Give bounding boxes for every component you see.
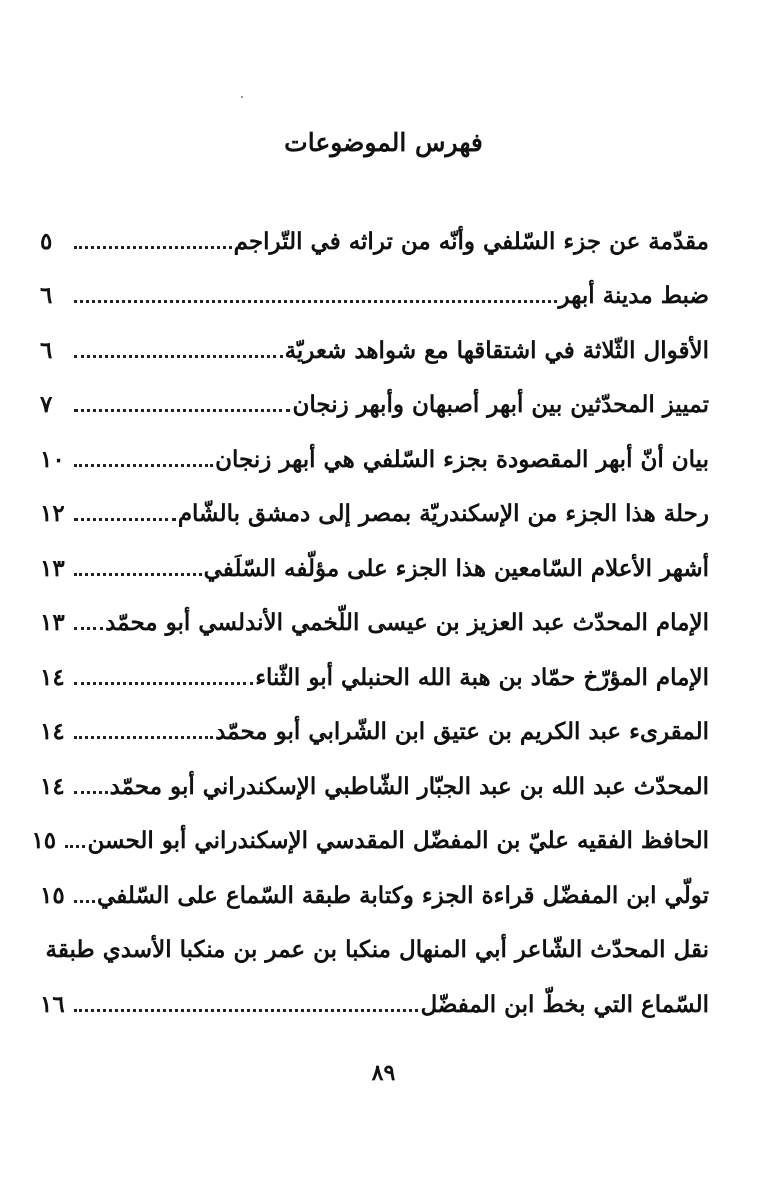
toc-entry-text: الإمام المحدّث عبد العزيز بن عيسى اللّخمي الأندلسي أبو محمّد <box>105 609 709 637</box>
toc-entry-text: نقل المحدّث الشّاعر أبي المنهال منكبا بن عمر بن منكبا الأسدي طبقة <box>45 936 709 964</box>
toc-entry-text: رحلة هذا الجزء من الإسكندريّة بمصر إلى دمشق بالشّام <box>177 500 709 528</box>
toc-entry <box>40 868 709 923</box>
toc-entry-text: المحدّث عبد الله بن عبد الجبّار الشّاطبي الإسكندراني أبو محمّد <box>109 772 709 800</box>
dot-leader <box>74 409 290 412</box>
toc-entry-text: الإمام المؤرّخ حمّاد بن هبة الله الحنبلي أبو الثّناء <box>255 663 709 691</box>
toc-entry-text: أشهر الأعلام السّامعين هذا الجزء على مؤلّفه السّلَفي <box>203 554 709 582</box>
toc-entry-page: ٦ <box>40 282 53 310</box>
page-title: فهرس الموضوعات <box>284 128 483 157</box>
dot-leader <box>74 682 253 685</box>
toc-entry <box>40 432 709 487</box>
toc-entry-page: ١٤ <box>40 772 65 800</box>
toc-entry-page: ١٥ <box>40 881 65 909</box>
toc-entry <box>40 487 709 542</box>
toc-entry <box>40 269 709 324</box>
toc-entry-page: ٦ <box>40 336 53 364</box>
dot-leader <box>74 300 557 303</box>
toc-entry-page: ٧ <box>40 391 53 419</box>
toc-entry-page: ٥ <box>40 227 53 255</box>
toc-entry-page: ١٣ <box>40 554 65 582</box>
toc-entry-page: ١٦ <box>40 990 65 1018</box>
dot-leader <box>74 1009 418 1012</box>
toc-entry <box>40 541 709 596</box>
toc-entry-page: ١٤ <box>40 718 65 746</box>
dot-leader <box>74 518 176 521</box>
toc-entry-page: ١٢ <box>40 500 65 528</box>
toc-entry-wrapped <box>40 923 709 978</box>
dot-leader <box>74 464 213 467</box>
toc-entry-text: المقرىء عبد الكريم بن عتيق ابن الشّرابي أبو محمّد <box>215 718 709 746</box>
toc-entry-text: الحافظ الفقيه عليّ بن المفضّل المقدسي الإسكندراني أبو الحسن <box>87 827 709 855</box>
toc-entry-text: بيان أنّ أبهر المقصودة بجزء السّلفي هي أبهر زنجان <box>215 445 709 473</box>
toc-entry-page: ١٤ <box>40 663 65 691</box>
toc-entry-text: ضبط مدينة أبهر <box>558 282 709 310</box>
page-number: ٨٩ <box>371 1060 396 1086</box>
toc-entry-text: الأقوال الثّلاثة في اشتقاقها مع شواهد شعريّة <box>284 336 709 364</box>
dot-leader <box>74 573 202 576</box>
toc-entry <box>40 759 709 814</box>
toc-entry-text: تمييز المحدّثين بين أبهر أصبهان وأبهر زنجان <box>292 391 709 419</box>
toc-entry <box>40 705 709 760</box>
toc-entry-page: ١٠ <box>40 445 65 473</box>
dot-leader <box>74 627 103 630</box>
table-of-contents <box>31 214 709 1032</box>
toc-entry-page: ١٥ <box>31 827 57 855</box>
toc-entry-text: السّماع التي بخطّ ابن المفضّل <box>420 990 709 1018</box>
toc-entry <box>40 323 709 378</box>
dot-leader <box>74 246 232 249</box>
dot-leader <box>74 791 108 794</box>
dot-leader <box>65 845 85 848</box>
dot-leader <box>74 900 95 903</box>
toc-entry <box>40 977 709 1032</box>
toc-entry <box>40 378 709 433</box>
dot-leader <box>74 355 283 358</box>
toc-entry-text: مقدّمة عن جزء السّلفي وأنّه من تراثه في التّراجم <box>233 227 709 255</box>
toc-entry <box>40 650 709 705</box>
toc-entry-text: تولّي ابن المفضّل قراءة الجزء وكتابة طبقة السّماع على السّلفي <box>97 881 709 909</box>
page-speck <box>241 96 243 98</box>
toc-entry <box>40 596 709 651</box>
toc-entry <box>40 214 709 269</box>
toc-entry <box>31 814 709 869</box>
toc-entry-page: ١٣ <box>40 609 65 637</box>
dot-leader <box>74 736 213 739</box>
